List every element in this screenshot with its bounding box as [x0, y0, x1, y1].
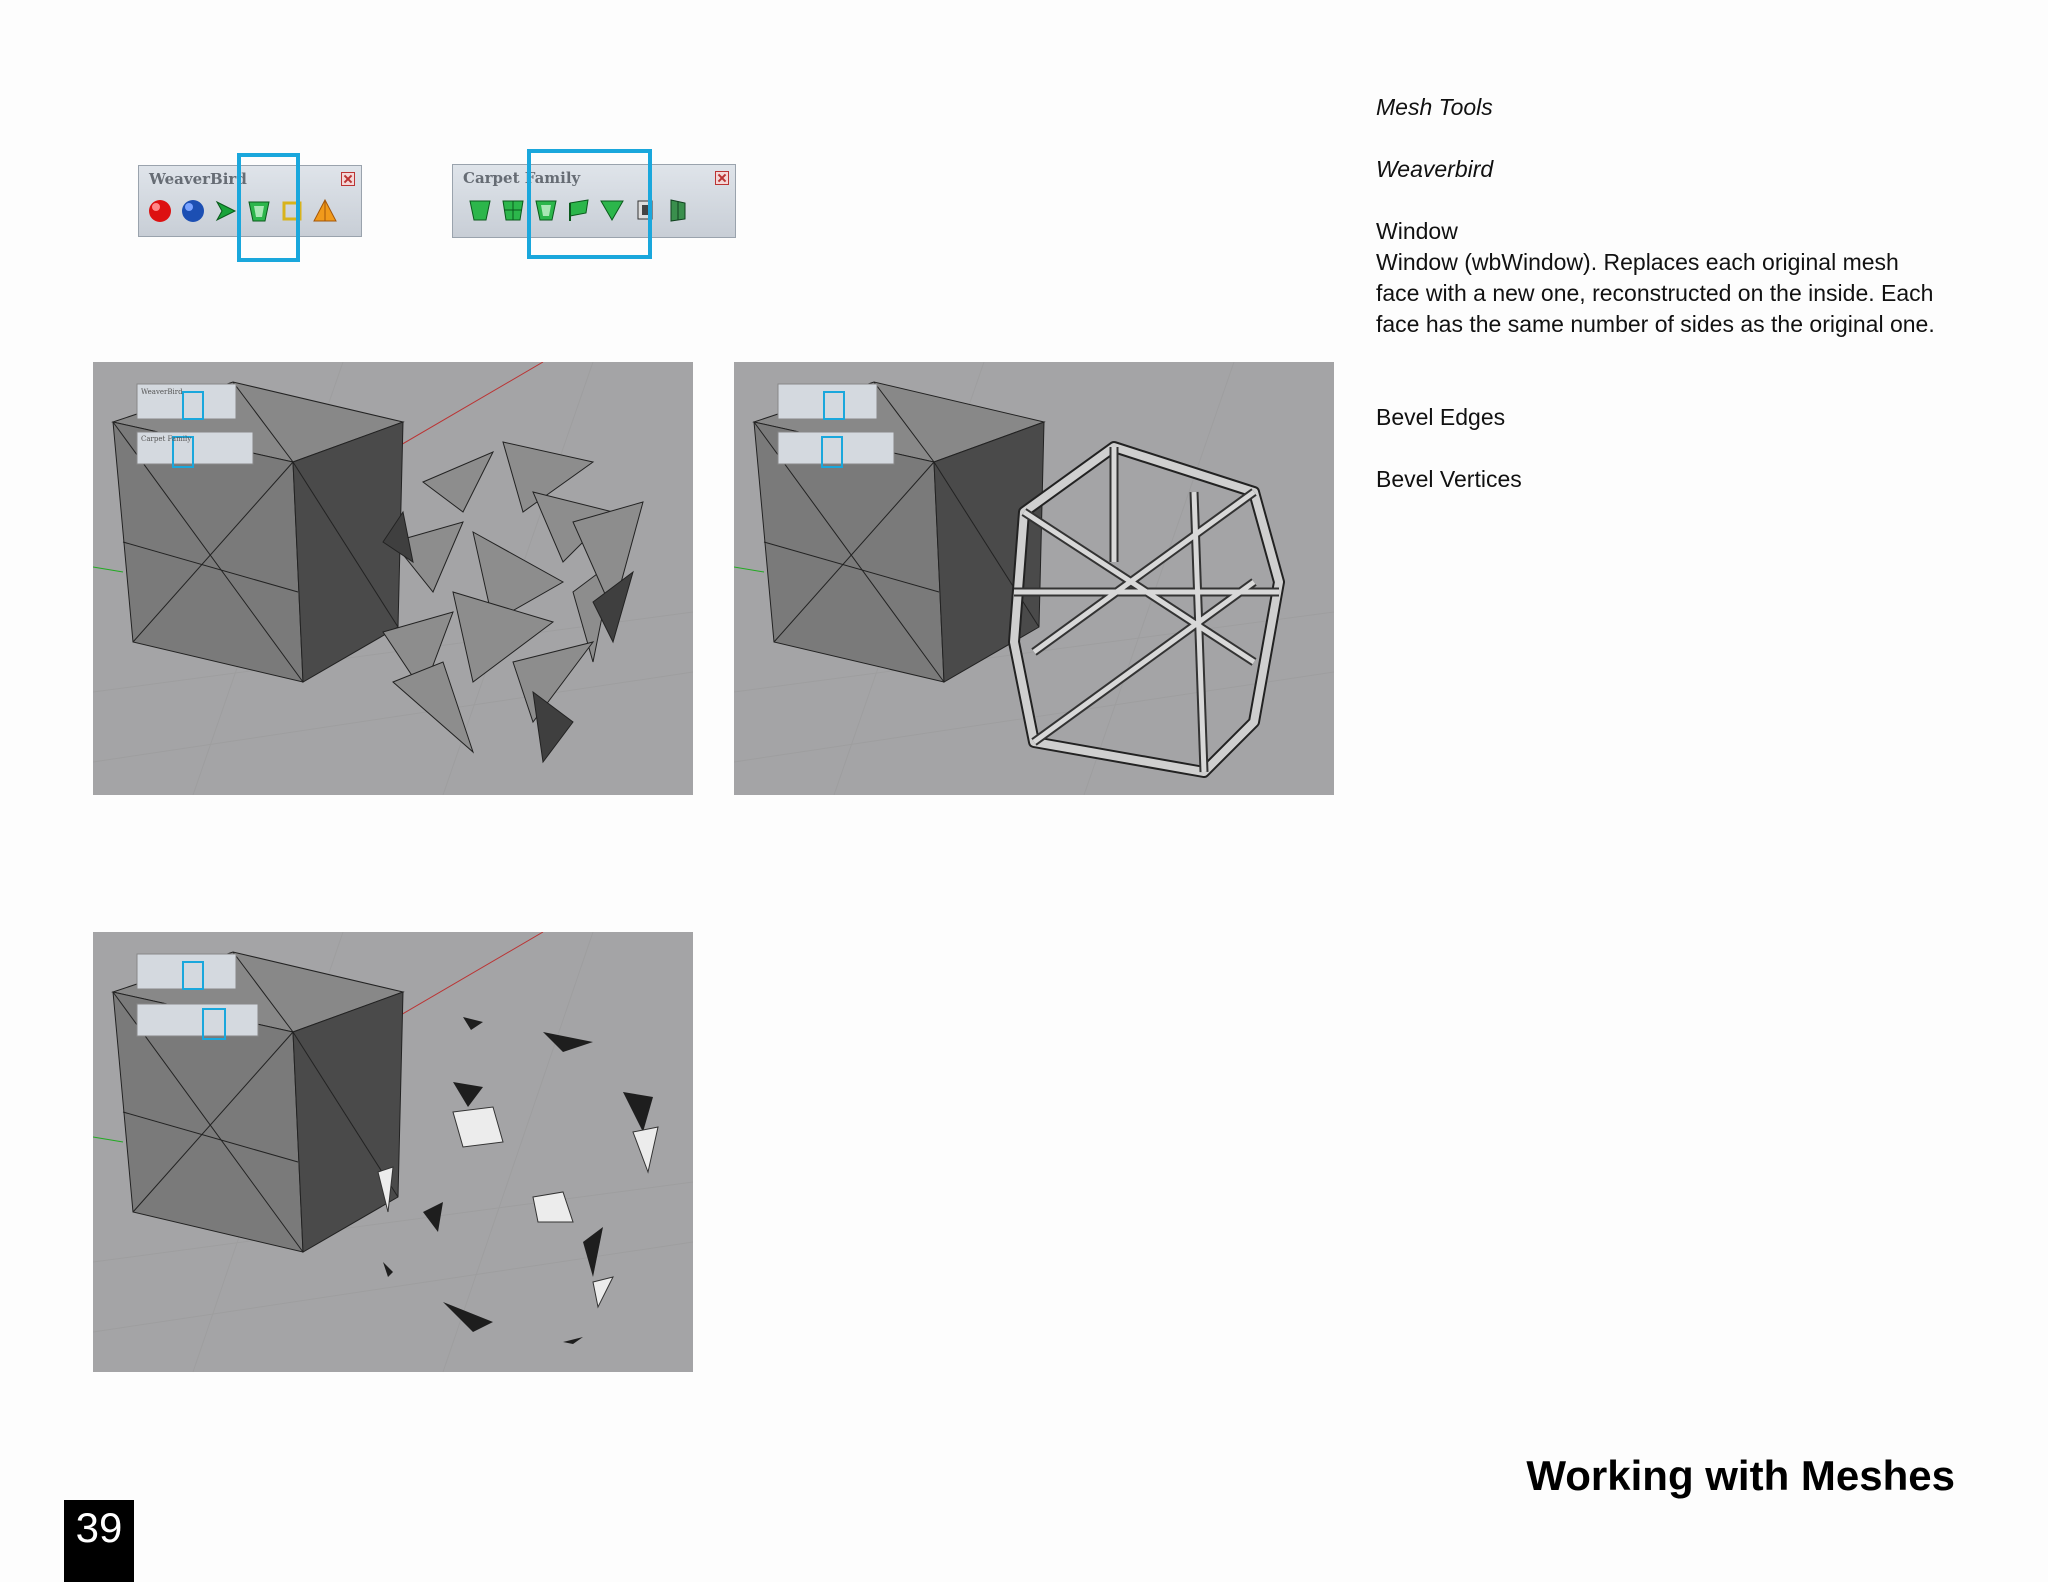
- weaverbird-toolbar-title: WeaverBird: [149, 170, 247, 188]
- close-icon[interactable]: [715, 171, 729, 185]
- page-number: 39: [64, 1500, 134, 1582]
- carpet-family-highlight-box: [527, 149, 652, 259]
- item-bevel-vertices: Bevel Vertices: [1376, 466, 1522, 492]
- blue-sphere-icon[interactable]: [180, 198, 206, 224]
- chapter-title: Working with Meshes: [1526, 1452, 1955, 1499]
- item-window-title: Window: [1376, 218, 1458, 244]
- weaverbird-highlight-box: [237, 153, 300, 262]
- carpet-family-toolbar-title: Carpet Family: [463, 169, 581, 187]
- close-icon[interactable]: [341, 172, 355, 186]
- section-heading-mesh-tools: Mesh Tools: [1376, 94, 1493, 120]
- bevel-edges-render: [734, 362, 1334, 795]
- viewport-carpet-label: Carpet Family: [141, 435, 192, 443]
- item-bevel-edges: Bevel Edges: [1376, 404, 1506, 430]
- red-sphere-icon[interactable]: [147, 198, 173, 224]
- viewport-bevel-edges-result: [734, 362, 1334, 795]
- panel-icon[interactable]: [665, 197, 691, 223]
- bevel-vertices-render: [93, 932, 693, 1372]
- section-heading-weaverbird: Weaverbird: [1376, 156, 1494, 182]
- green-arrow-icon[interactable]: [213, 198, 239, 224]
- window-description: Window (wbWindow). Replaces each original mesh face with a new one, reconstructed on the inside. Each face has the same number of sides as the original one.: [1376, 249, 1935, 337]
- cube-icon[interactable]: [467, 197, 493, 223]
- split-cube-icon[interactable]: [500, 197, 526, 223]
- viewport-window-result: [93, 362, 693, 795]
- pyramid-icon[interactable]: [312, 198, 338, 224]
- window-result-render: [93, 362, 693, 795]
- viewport-weaverbird-label: WeaverBird: [141, 388, 183, 396]
- viewport-bevel-vertices-result: [93, 932, 693, 1372]
